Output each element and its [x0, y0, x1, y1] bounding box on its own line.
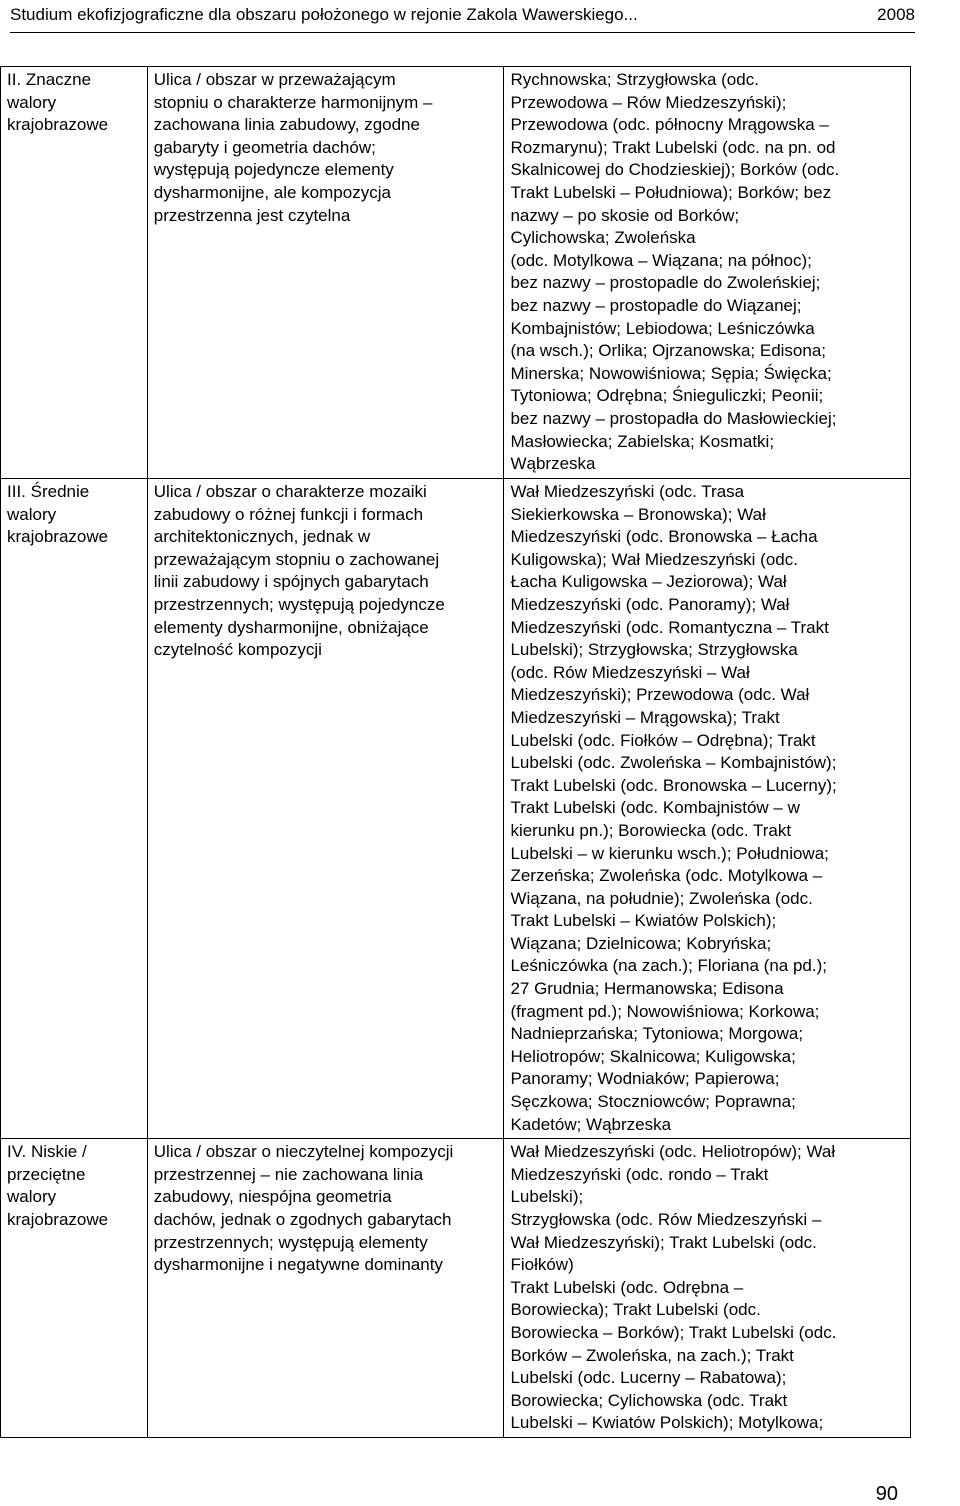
description-line: linii zabudowy i spójnych gabarytach [153, 572, 429, 592]
street-line: Miedzeszyński (odc. Bronowska – Łacha [510, 527, 818, 547]
table-row [1, 479, 911, 1139]
street-line: Siekierkowska – Bronowska); Wał [510, 504, 766, 524]
street-line: Lubelski (odc. Zwoleńska – Kombajnistów); [510, 753, 837, 773]
level-line: krajobrazowe [7, 1210, 109, 1229]
street-line: Trakt Lubelski – Południowa); Borków; bez [510, 182, 832, 202]
description-line: stopniu o charakterze harmonijnym – [153, 92, 433, 112]
street-line: Miedzeszyński (odc. Panoramy); Wał [510, 594, 790, 614]
level-line: walory [7, 92, 57, 112]
street-line: Kadetów; Wąbrzeska [510, 1114, 672, 1134]
table-row [1, 67, 911, 479]
streets-cell [504, 67, 911, 479]
street-line: Strzygłowska (odc. Rów Miedzeszyński – [510, 1210, 822, 1229]
table-row [1, 1139, 911, 1438]
description-line: czytelność kompozycji [153, 640, 322, 660]
street-line: kierunku pn.); Borowiecka (odc. Trakt [510, 820, 792, 840]
description-line: przestrzenna jest czytelna [153, 205, 351, 225]
street-line: Łacha Kuligowska – Jeziorowa); Wał [510, 572, 787, 592]
description-cell [147, 479, 504, 1139]
level-line: walory [7, 1187, 57, 1207]
street-line: Miedzeszyński (odc. Romantyczna – Trakt [510, 617, 829, 637]
street-line: bez nazwy – prostopadle do Wiązanej; [510, 295, 802, 315]
level-line: II. Znaczne [7, 70, 92, 89]
street-line: Rychnowska; Strzygłowska (odc. [510, 70, 759, 89]
street-line: Trakt Lubelski (odc. Bronowska – Lucerny); [510, 775, 837, 795]
street-line: (fragment pd.); Nowowiśniowa; Korkowa; [510, 1001, 820, 1021]
description-line: dysharmonijne i negatywne dominanty [153, 1255, 443, 1275]
street-line: Skalnicowej do Chodzieskiej); Borków (odc. [510, 160, 840, 180]
street-line: Wał Miedzeszyński); Trakt Lubelski (odc. [510, 1232, 817, 1252]
description-line: przestrzennej – nie zachowana linia [153, 1164, 424, 1184]
street-line: bez nazwy – prostopadła do Masłowieckiej; [510, 408, 837, 428]
level-line: IV. Niskie / [7, 1142, 87, 1162]
street-line: Cylichowska; Zwoleńska [510, 228, 696, 248]
street-line: Lubelski – w kierunku wsch.); Południowa; [510, 843, 829, 863]
description-cell [147, 1139, 504, 1438]
description-line: gabaryty i geometria dachów; [153, 137, 376, 157]
document-title: Studium ekofizjograficzne dla obszaru położonego w rejonie Zakola Wawerskiego... [10, 5, 638, 24]
page-number: 90 [875, 1483, 898, 1505]
street-line: Fiołków) [510, 1255, 574, 1275]
street-line: Panoramy; Wodniaków; Papierowa; [510, 1069, 780, 1089]
street-line: Lubelski); [510, 1187, 584, 1207]
level-line: krajobrazowe [7, 115, 109, 135]
street-line: Lubelski (odc. Fiołków – Odrębna); Trakt [510, 730, 816, 750]
street-line: (odc. Rów Miedzeszyński – Wał [510, 662, 750, 682]
street-line: (na wsch.); Orlika; Ojrzanowska; Edisona; [510, 341, 827, 361]
street-line: Miedzeszyński); Przewodowa (odc. Wał [510, 685, 810, 705]
description-line: zachowana linia zabudowy, zgodne [153, 115, 420, 135]
description-line: przeważającym stopniu o zachowanej [153, 549, 440, 569]
street-line: Wiązana, na południe); Zwoleńska (odc. [510, 888, 813, 908]
level-line: walory [7, 504, 57, 524]
street-line: Trakt Lubelski (odc. Kombajnistów – w [510, 798, 800, 818]
level-line: III. Średnie [7, 482, 90, 501]
landscape-level-cell [1, 479, 148, 1139]
description-cell [147, 67, 504, 479]
street-line: Miedzeszyński (odc. rondo – Trakt [510, 1164, 769, 1184]
street-line: Heliotropów; Skalnicowa; Kuligowska; [510, 1046, 796, 1066]
landscape-values-table [0, 66, 911, 1438]
description-line: przestrzennych; występują pojedyncze [153, 594, 445, 614]
description-line: Ulica / obszar o nieczytelnej kompozycji [153, 1142, 454, 1162]
description-line: architektonicznych, jednak w [153, 527, 371, 547]
street-line: Borowiecka); Trakt Lubelski (odc. [510, 1300, 761, 1320]
description-line: Ulica / obszar w przeważającym [153, 70, 396, 89]
street-line: Tytoniowa; Odrębna; Śnieguliczki; Peonii; [510, 386, 824, 406]
street-line: Miedzeszyński – Mrągowska); Trakt [510, 707, 780, 727]
description-line: elementy dysharmonijne, obniżające [153, 617, 429, 637]
street-line: Masłowiecka; Zabielska; Kosmatki; [510, 431, 775, 451]
street-line: Leśniczówka (na zach.); Floriana (na pd.); [510, 956, 827, 976]
street-line: Borków – Zwoleńska, na zach.); Trakt [510, 1345, 794, 1365]
street-line: 27 Grudnia; Hermanowska; Edisona [510, 979, 784, 999]
street-line: nazwy – po skosie od Borków; [510, 205, 740, 225]
street-line: Minerska; Nowowiśniowa; Sępia; Święcka; [510, 363, 832, 383]
street-line: (odc. Motylkowa – Wiązana; na północ); [510, 250, 812, 270]
streets-cell [504, 1139, 911, 1438]
page-header [10, 0, 915, 33]
street-line: Kombajnistów; Lebiodowa; Leśniczówka [510, 318, 815, 338]
street-line: Lubelski – Kwiatów Polskich); Motylkowa; [510, 1413, 824, 1433]
level-line: przeciętne [7, 1164, 86, 1184]
street-line: Rozmarynu); Trakt Lubelski (odc. na pn. od [510, 137, 836, 157]
street-line: Trakt Lubelski – Kwiatów Polskich); [510, 911, 777, 931]
street-line: Lubelski (odc. Lucerny – Rabatowa); [510, 1368, 787, 1388]
street-line: Wał Miedzeszyński (odc. Trasa [510, 482, 745, 501]
streets-cell [504, 479, 911, 1139]
description-line: przestrzennych; występują elementy [153, 1232, 428, 1252]
street-line: Wiązana; Dzielnicowa; Kobryńska; [510, 933, 772, 953]
street-line: Lubelski); Strzygłowska; Strzygłowska [510, 640, 798, 660]
level-line: krajobrazowe [7, 527, 109, 547]
description-line: występują pojedyncze elementy [153, 160, 394, 180]
landscape-level-cell [1, 67, 148, 479]
street-line: Przewodowa – Rów Miedzeszyński); [510, 92, 787, 112]
street-line: Trakt Lubelski (odc. Odrębna – [510, 1277, 744, 1297]
description-line: dysharmonijne, ale kompozycja [153, 182, 391, 202]
description-line: zabudowy o różnej funkcji i formach [153, 504, 424, 524]
street-line: Nadnieprzańska; Tytoniowa; Morgowa; [510, 1024, 804, 1044]
description-line: zabudowy, niespójna geometria [153, 1187, 392, 1207]
street-line: Borowiecka – Borków); Trakt Lubelski (odc. [510, 1322, 837, 1342]
street-line: Borowiecka; Cylichowska (odc. Trakt [510, 1390, 788, 1410]
street-line: Kuligowska); Wał Miedzeszyński (odc. [510, 549, 798, 569]
landscape-level-cell [1, 1139, 148, 1438]
description-line: Ulica / obszar o charakterze mozaiki [153, 482, 427, 501]
street-line: Wał Miedzeszyński (odc. Heliotropów); Wał [510, 1142, 836, 1162]
street-line: Zerzeńska; Zwoleńska (odc. Motylkowa – [510, 866, 823, 886]
description-line: dachów, jednak o zgodnych gabarytach [153, 1210, 452, 1229]
street-line: Przewodowa (odc. północny Mrągowska – [510, 115, 829, 135]
street-line: Sęczkowa; Stoczniowców; Poprawna; [510, 1092, 796, 1112]
street-line: Wąbrzeska [510, 454, 596, 474]
document-year: 2008 [877, 5, 915, 24]
street-line: bez nazwy – prostopadle do Zwoleńskiej; [510, 273, 821, 293]
